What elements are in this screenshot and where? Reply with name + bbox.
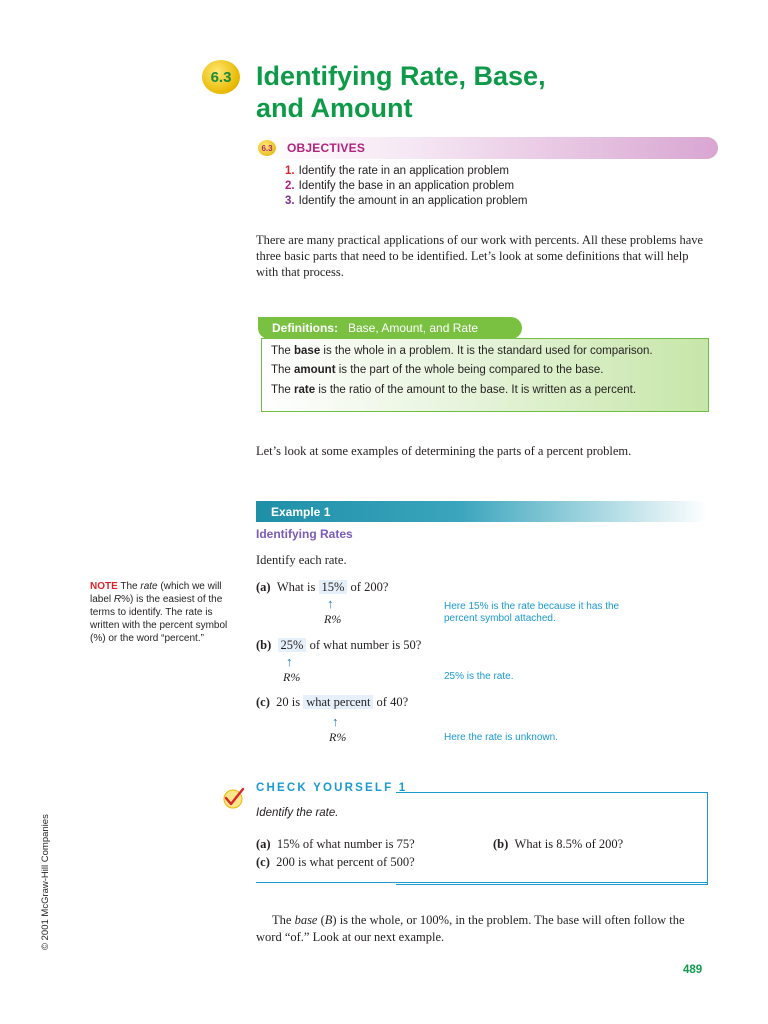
- problem-a-comment: Here 15% is the rate because it has the percent symbol attached.: [444, 601, 620, 624]
- check-item-a: (a) 15% of what number is 75?: [256, 837, 415, 851]
- arrow-up-icon: ↑: [286, 654, 293, 669]
- check-yourself-title: CHECK YOURSELF 1: [256, 782, 408, 794]
- rate-marker: R%: [283, 670, 301, 684]
- arrow-up-icon: ↑: [332, 714, 339, 729]
- definitions-topic: Base, Amount, and Rate: [348, 321, 479, 335]
- rate-marker: R%: [329, 730, 347, 744]
- example-label: Example 1: [271, 504, 331, 519]
- section-badge: 6.3: [202, 60, 240, 94]
- problem-a: (a) What is 15% of 200?: [256, 580, 389, 594]
- checkmark-burst-icon: [220, 784, 248, 812]
- outro-paragraph: The base (B) is the whole, or 100%, in the problem. The base will often follow the word “of.” Look at our next example.: [256, 913, 685, 944]
- objectives-list: [285, 164, 527, 209]
- example-instruction: Identify each rate.: [256, 553, 347, 567]
- definition-amount: The amount is the part of the whole being compared to the base.: [271, 364, 604, 376]
- objective-item: 2. Identify the base in an application problem: [285, 180, 515, 192]
- rate-marker: R%: [324, 612, 342, 626]
- copyright: © 2001 McGraw-Hill Companies: [40, 814, 51, 950]
- check-yourself-prompt: Identify the rate.: [256, 807, 339, 819]
- title-line-2: and Amount: [256, 93, 413, 123]
- example-bar: [256, 501, 708, 522]
- objective-item: 1. Identify the rate in an application problem: [285, 165, 509, 177]
- intro-paragraph: There are many practical applications of our work with percents. All these problems have three basic parts that need to be identified. Let’s look at some definitions that will help with that process.: [256, 233, 704, 279]
- check-yourself-rule: [256, 882, 708, 883]
- objective-item: 3. Identify the amount in an application problem: [285, 195, 528, 207]
- objectives-badge: 6.3: [258, 140, 276, 156]
- objectives-title: OBJECTIVES: [287, 141, 366, 155]
- problem-b: (b) 25% of what number is 50?: [256, 638, 422, 652]
- check-item-b: (b) What is 8.5% of 200?: [493, 837, 624, 851]
- check-item-c: (c) 200 is what percent of 500?: [256, 855, 415, 869]
- definition-rate: The rate is the ratio of the amount to the base. It is written as a percent.: [271, 384, 637, 396]
- problem-b-comment: 25% is the rate.: [444, 671, 514, 682]
- note-sidebar: NOTE The rate (which we will label R%) is the easiest of the terms to identify. The rate is written with the percent symbol (%) or the word “percent.”: [90, 581, 228, 644]
- problem-c: (c) 20 is what percent of 40?: [256, 695, 409, 709]
- page-number: 489: [683, 964, 703, 976]
- lets-look-text: Let’s look at some examples of determining the parts of a percent problem.: [256, 444, 632, 458]
- page-title: [256, 60, 546, 124]
- problem-c-comment: Here the rate is unknown.: [444, 732, 558, 743]
- definitions-label: Definitions:: [272, 321, 338, 335]
- definitions-tab: [258, 317, 522, 339]
- example-subtitle: Identifying Rates: [256, 527, 353, 541]
- arrow-up-icon: ↑: [327, 596, 334, 611]
- title-line-1: Identifying Rate, Base,: [256, 61, 546, 91]
- definition-base: The base is the whole in a problem. It is the standard used for comparison.: [271, 345, 653, 357]
